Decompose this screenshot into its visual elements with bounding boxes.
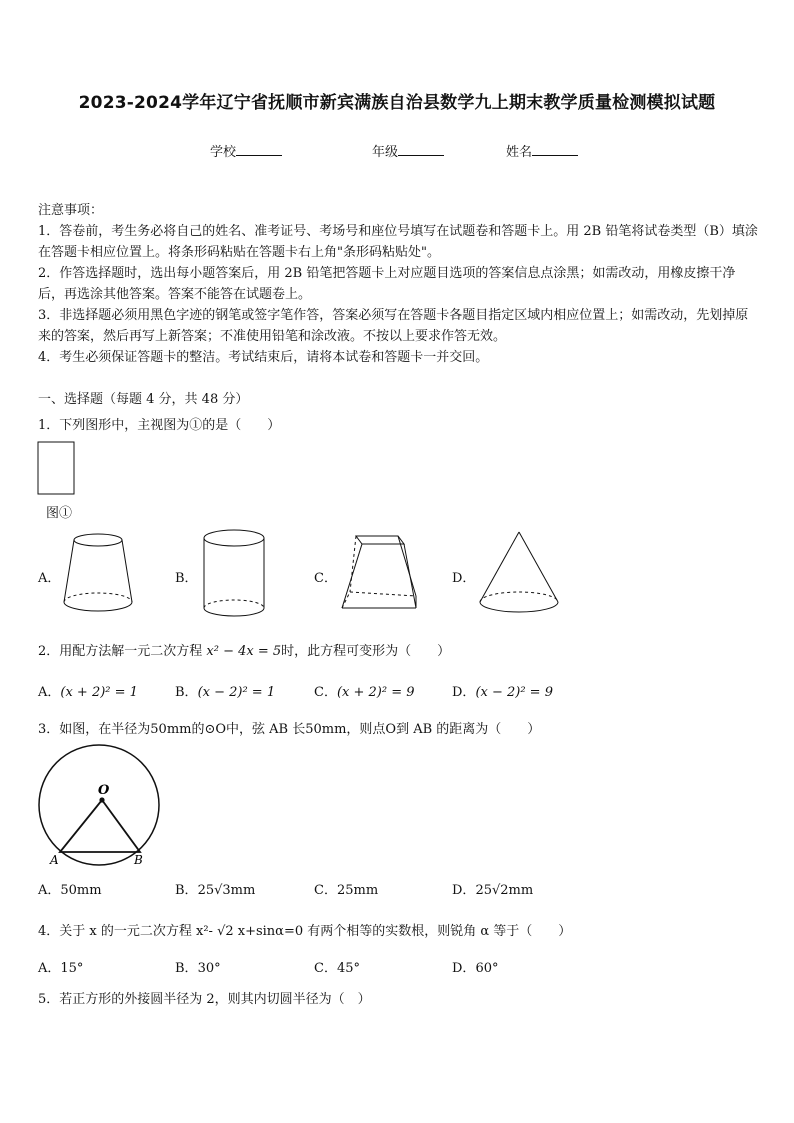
q2-option-d[interactable]: [452, 681, 553, 700]
notice-item-3: 3．非选择题必须用黑色字迹的钢笔或签字笔作答，答案必须写在答题卡各题目指定区域内相应位置上；如需改动，先划掉原来的答案，然后再写上新答案；不准使用铅笔和涂改液。不按以上要求作答无效。: [38, 308, 749, 344]
q5-stem: 5．若正方形的外接圆半径为 2，则其内切圆半径为（ ）: [38, 992, 371, 1007]
name-field: [506, 141, 578, 160]
q3-stem: 3．如图，在半径为50mm的⊙O中，弦 AB 长50mm，则点O到 AB 的距离为（ ）: [38, 722, 541, 737]
q4-option-b[interactable]: [175, 957, 221, 976]
q2-stem: [38, 640, 450, 659]
q1-front-view-rectangle: [36, 440, 78, 498]
q1-cylinder-figure: [198, 526, 272, 622]
notice-block: [38, 200, 758, 368]
q4-option-d-expr: 60°: [475, 961, 499, 976]
q3-label-a: A: [50, 853, 59, 867]
q1-prism-frustum-figure: [336, 530, 426, 614]
q2-option-b-expr: (x − 2)² = 1: [197, 685, 276, 700]
q4-option-c[interactable]: [314, 957, 360, 976]
q3-option-a[interactable]: [38, 879, 102, 898]
q2-option-b-label: B．: [175, 685, 198, 700]
page-title: 2023-2024学年辽宁省抚顺市新宾满族自治县数学九上期末教学质量检测模拟试题: [78, 93, 716, 113]
q1-option-b[interactable]: B．: [175, 571, 198, 586]
q3-option-d-expr: 25√2mm: [475, 883, 534, 898]
name-label: 姓名: [506, 145, 533, 160]
q2-option-b[interactable]: [175, 681, 275, 700]
q2-option-a-expr: (x + 2)² = 1: [60, 685, 138, 700]
notice-item-2: 2．作答选择题时，选出每小题答案后，用 2B 铅笔把答题卡上对应题目选项的答案信息点涂黑；如需改动，用橡皮擦干净后，再选涂其他答案。答案不能答在试题卷上。: [38, 266, 736, 302]
grade-label: 年级: [372, 145, 399, 160]
q3-option-c-expr: 25mm: [336, 883, 379, 898]
q3-option-c-label: C．: [314, 883, 337, 898]
q3-option-b-expr: 25√3mm: [197, 883, 256, 898]
q1-stem: 1．下列图形中，主视图为①的是（ ）: [38, 418, 281, 433]
q4-option-b-label: B．: [175, 961, 198, 976]
q4-option-a-expr: 15°: [60, 961, 84, 976]
q4-option-c-expr: 45°: [336, 961, 360, 976]
q3-option-a-label: A．: [38, 883, 61, 898]
q4-stem: 4．关于 x 的一元二次方程 x²- √2 x+sinα=0 有两个相等的实数根，则锐角 α 等于（ ）: [38, 924, 572, 939]
q3-option-b[interactable]: [175, 879, 255, 898]
q2-option-a-label: A．: [38, 685, 61, 700]
q1-cone-figure: [474, 528, 564, 618]
school-blank[interactable]: [236, 143, 282, 156]
q1-option-d[interactable]: D．: [452, 571, 476, 586]
q4-option-a-label: A．: [38, 961, 61, 976]
q2-stem-part-1: 2．用配方法解一元二次方程: [38, 644, 207, 659]
q3-label-b: B: [134, 853, 143, 867]
name-blank[interactable]: [532, 143, 578, 156]
q3-option-b-label: B．: [175, 883, 198, 898]
q2-option-d-label: D．: [452, 685, 476, 700]
q4-option-d[interactable]: [452, 957, 498, 976]
q2-equation: x² − 4x = 5: [206, 644, 282, 659]
notice-heading: 注意事项：: [38, 203, 104, 218]
q3-option-d[interactable]: [452, 879, 533, 898]
grade-blank[interactable]: [398, 143, 444, 156]
q1-option-c[interactable]: C．: [314, 571, 337, 586]
q2-option-a[interactable]: [38, 681, 138, 700]
q4-option-c-label: C．: [314, 961, 337, 976]
q1-option-a[interactable]: A．: [38, 571, 61, 586]
q3-option-d-label: D．: [452, 883, 476, 898]
q1-figure-label: 图①: [46, 506, 73, 521]
q2-option-c[interactable]: [314, 681, 415, 700]
grade-field: [372, 141, 444, 160]
q4-option-b-expr: 30°: [197, 961, 221, 976]
q3-option-c[interactable]: [314, 879, 378, 898]
q4-option-d-label: D．: [452, 961, 476, 976]
school-field: [210, 141, 282, 160]
q2-stem-part-2: 时，此方程可变形为（ ）: [281, 644, 451, 659]
q3-label-o: O: [98, 783, 110, 798]
notice-item-1: 1．答卷前，考生务必将自己的姓名、准考证号、考场号和座位号填写在试题卷和答题卡上。用 2B 铅笔将试卷类型（B）填涂在答题卡相应位置上。将条形码粘贴在答题卡右上角"条形码粘贴处"。: [38, 224, 758, 260]
q3-circle-diagram: [36, 742, 166, 870]
q3-option-a-expr: 50mm: [60, 883, 102, 898]
school-label: 学校: [210, 145, 237, 160]
section-title: 一、选择题（每题 4 分，共 48 分）: [38, 392, 249, 407]
q1-frustum-figure: [58, 528, 138, 618]
notice-item-4: 4．考生必须保证答题卡的整洁。考试结束后，请将本试卷和答题卡一并交回。: [38, 350, 489, 365]
q2-option-c-label: C．: [314, 685, 337, 700]
q4-option-a[interactable]: [38, 957, 83, 976]
q2-option-c-expr: (x + 2)² = 9: [336, 685, 415, 700]
q2-option-d-expr: (x − 2)² = 9: [475, 685, 553, 700]
